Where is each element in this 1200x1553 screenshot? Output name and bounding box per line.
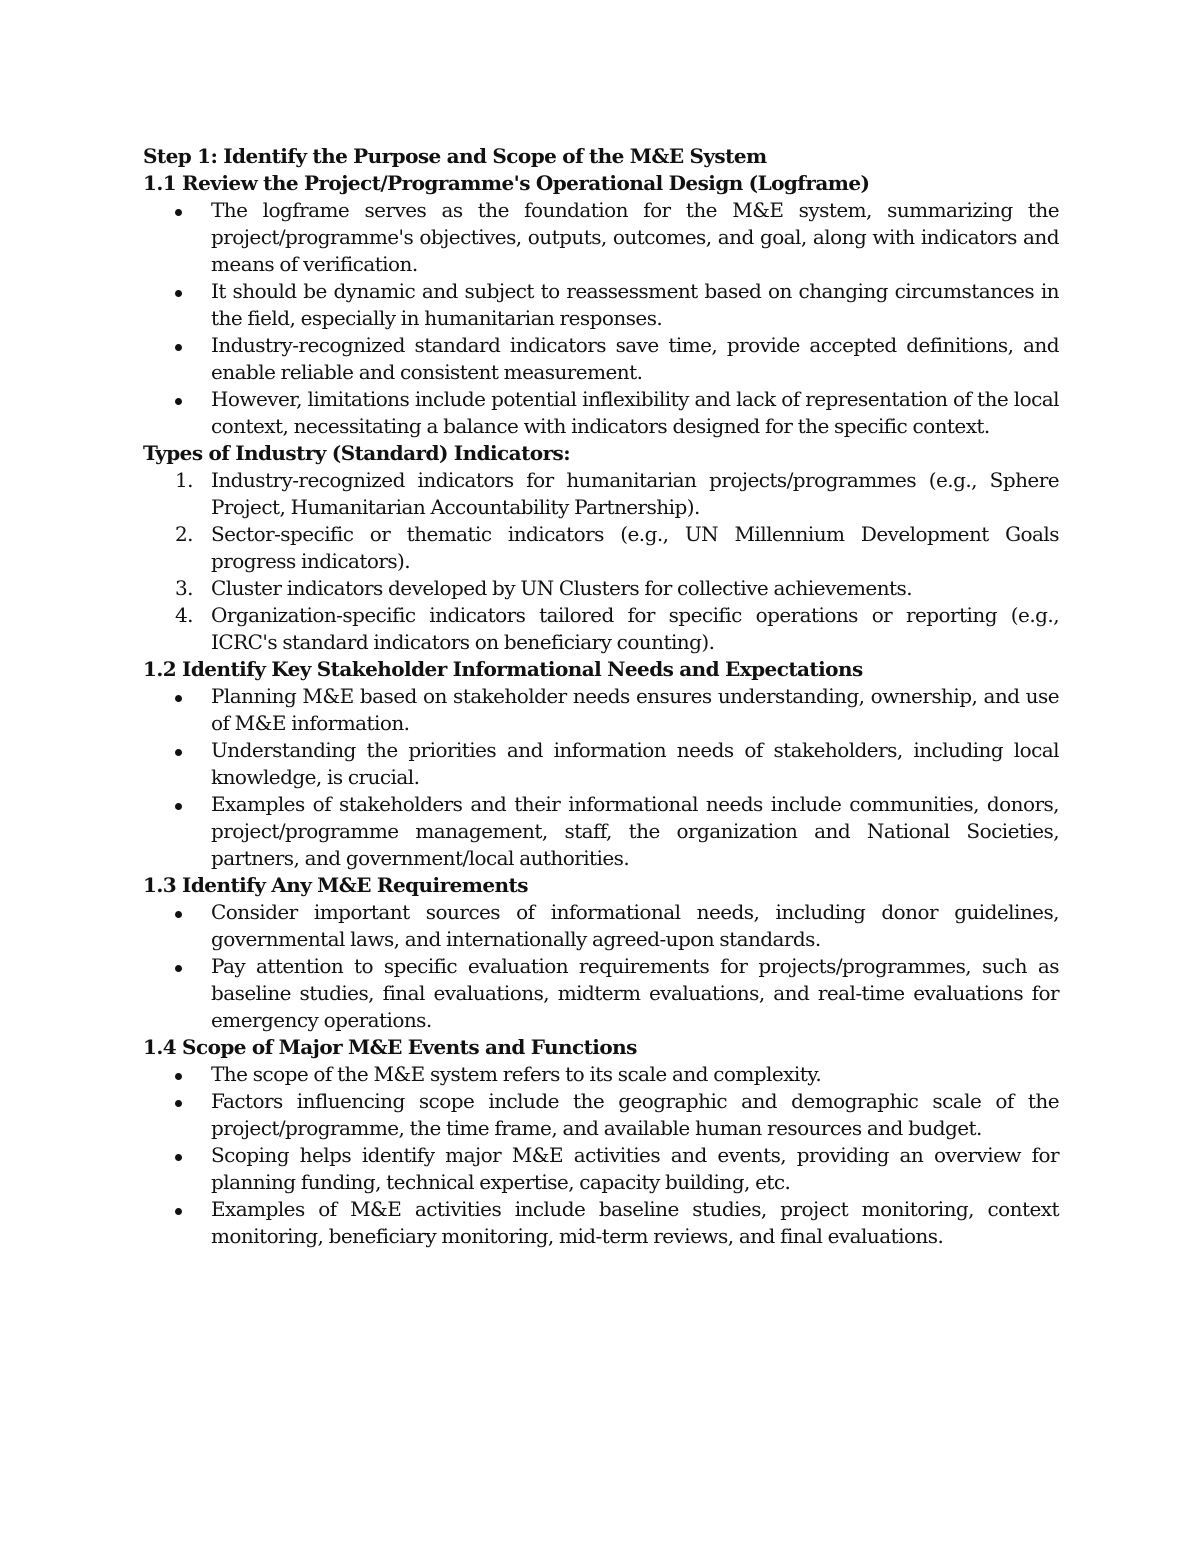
list-item: Scoping helps identify major M&E activities and events, providing an overview for planning funding, technical expertise, capacity building, etc. [143,1142,1059,1196]
list-item: Planning M&E based on stakeholder needs ensures understanding, ownership, and use of M&E information. [143,683,1059,737]
list-item: The logframe serves as the foundation for the M&E system, summarizing the project/programme's objectives, outputs, outcomes, and goal, along with indicators and means of verification. [143,197,1059,278]
list-item: 3. Cluster indicators developed by UN Clusters for collective achievements. [175,576,913,600]
bullet-icon [175,695,182,702]
list-item: Understanding the priorities and information needs of stakeholders, including local knowledge, is crucial. [143,737,1059,791]
bullet-icon [175,1208,182,1215]
section-heading-1-2: 1.2 Identify Key Stakeholder Informational Needs and Expectations [143,657,863,681]
list-item: Consider important sources of informational needs, including donor guidelines, governmental laws, and internationally agreed-upon standards. [143,899,1059,953]
bullet-list-1-3 [143,899,1059,1034]
bullet-icon [175,911,182,918]
list-item: 4. Organization-specific indicators tailored for specific operations or reporting (e.g., ICRC's standard indicators on beneficiary counting). [175,603,1059,654]
bullet-list-1-1 [143,197,1059,440]
bullet-icon [175,398,182,405]
list-number: 4. [175,603,193,627]
list-item: Examples of M&E activities include baseline studies, project monitoring, context monitoring, beneficiary monitoring, mid-term reviews, and final evaluations. [143,1196,1059,1250]
document-body [143,143,1059,1250]
list-item: 1. Industry-recognized indicators for humanitarian projects/programmes (e.g., Sphere Project, Humanitarian Accountability Partnership). [175,468,1059,519]
list-item: Examples of stakeholders and their informational needs include communities, donors, project/programme management, staff, the organization and National Societies, partners, and government/local authorities. [143,791,1059,872]
step-heading: Step 1: Identify the Purpose and Scope of the M&E System [143,144,767,168]
bullet-icon [175,1154,182,1161]
list-item: Industry-recognized standard indicators save time, provide accepted definitions, and enable reliable and consistent measurement. [143,332,1059,386]
bullet-list-1-4 [143,1061,1059,1250]
document-page [143,143,1059,1250]
list-item: It should be dynamic and subject to reassessment based on changing circumstances in the field, especially in humanitarian responses. [143,278,1059,332]
list-item: The scope of the M&E system refers to its scale and complexity. [143,1061,1059,1088]
section-heading-1-4: 1.4 Scope of Major M&E Events and Functions [143,1035,637,1059]
bullet-icon [175,1073,182,1080]
bullet-list-1-2 [143,683,1059,872]
bullet-icon [175,209,182,216]
list-number: 3. [175,576,193,600]
bullet-icon [175,749,182,756]
list-item: Pay attention to specific evaluation requirements for projects/programmes, such as baseline studies, final evaluations, midterm evaluations, and real-time evaluations for emergency operations. [143,953,1059,1034]
bullet-icon [175,803,182,810]
list-item: However, limitations include potential inflexibility and lack of representation of the local context, necessitating a balance with indicators designed for the specific context. [143,386,1059,440]
bullet-icon [175,965,182,972]
list-item: Factors influencing scope include the geographic and demographic scale of the project/programme, the time frame, and available human resources and budget. [143,1088,1059,1142]
bullet-icon [175,344,182,351]
section-heading-1-3: 1.3 Identify Any M&E Requirements [143,873,528,897]
list-item: 2. Sector-specific or thematic indicators (e.g., UN Millennium Development Goals progress indicators). [175,522,1059,573]
list-number: 2. [175,522,193,546]
section-heading-1-1: 1.1 Review the Project/Programme's Operational Design (Logframe) [143,171,870,195]
numbered-list-indicator-types [143,467,1059,656]
bullet-icon [175,290,182,297]
list-number: 1. [175,468,193,492]
bullet-icon [175,1100,182,1107]
section-heading-indicator-types: Types of Industry (Standard) Indicators: [143,441,571,465]
